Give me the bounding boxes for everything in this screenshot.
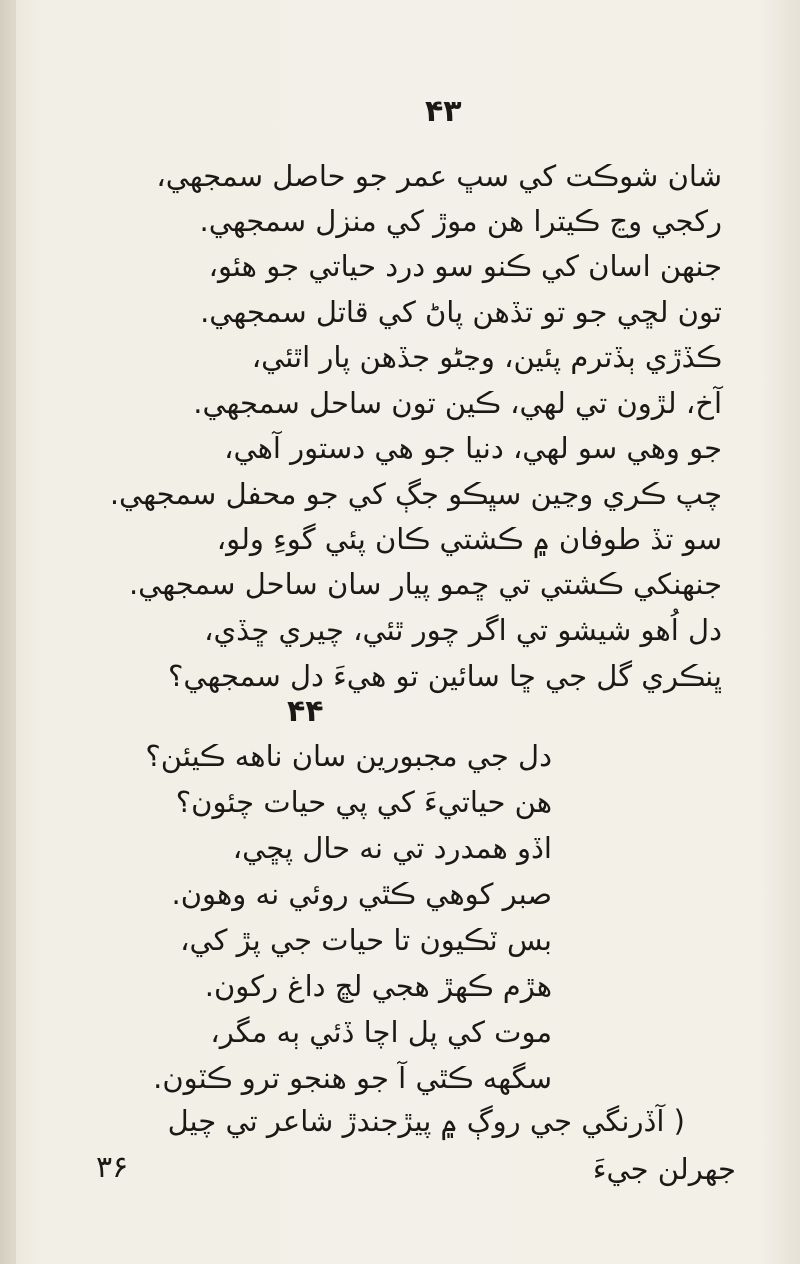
verse-line: صبر کوهي ڪٿي روئي نه وهون. xyxy=(171,877,552,911)
verse-line: سو تڏ طوفان ۾ ڪشتي ڪان پئي گوءِ ولو، xyxy=(216,522,722,556)
verse-line: بس ٽڪيون تا حيات جي پڙ کي، xyxy=(180,923,552,957)
verse-line: رکجي وڃ ڪيترا هن موڙ کي منزل سمجهي. xyxy=(199,204,722,238)
poem-footnote: ( آڏرنگي جي روڳ ۾ پيڙجندڙ شاعر تي چيل xyxy=(167,1104,685,1138)
verse-line: سگهه ڪٿي آ جو هنجو ترو ڪٽون. xyxy=(153,1061,552,1095)
verse-line: موت کي پل اچا ڏئي ٻه مگر، xyxy=(210,1015,552,1049)
verse-line: هڙم ڪهڙ هجي لڇ داغ رکون. xyxy=(204,969,552,1003)
verse-line: جنهنکي ڪشتي تي ڇمو پيار سان ساحل سمجهي. xyxy=(128,567,722,601)
verse-line: آخ، لڙون تي لهي، ڪين تون ساحل سمجهي. xyxy=(193,386,722,420)
verse-line: جنهن اسان کي ڪنو سو درد حياتي جو هئو، xyxy=(208,249,722,283)
verse-line: ڪڏڙي ٻڏترم پئين، وڃڻو جڏهن پار اٿئي، xyxy=(251,340,722,374)
poem-number-44: ۴۴ xyxy=(287,694,324,729)
verse-line: هن حياتيءَ کي پي حيات چئون؟ xyxy=(175,785,552,819)
verse-line: جو وهي سو لهي، دنيا جو هي دستور آهي، xyxy=(224,431,722,465)
verse-line: چپ ڪري وڃين سڀڪو جڳ کي جو محفل سمجهي. xyxy=(109,477,722,511)
verse-line: دل اُهو شيشو تي اگر چور ٿئي، چيري ڇڏي، xyxy=(204,613,722,647)
verse-line: ڀنڪري گل جي ڇا سائين تو هيءَ دل سمجهي؟ xyxy=(168,659,722,693)
verse-line: شان شوڪت کي سڀ عمر جو حاصل سمجهي، xyxy=(156,159,722,193)
verse-line: تون لڇي جو تو تڏهن پاڻ کي قاتل سمجهي. xyxy=(200,295,722,329)
verse-line: اڏو همدرد تي نه حال پڇي، xyxy=(232,831,552,865)
page-number: ۳۶ xyxy=(96,1150,129,1185)
page-binding-edge xyxy=(0,0,16,1264)
poem-number-43: ۴۳ xyxy=(425,94,462,129)
verse-line: دل جي مجبورين سان ناهه ڪيئن؟ xyxy=(145,739,552,773)
catchword: جهرلن جيءَ xyxy=(592,1152,736,1186)
